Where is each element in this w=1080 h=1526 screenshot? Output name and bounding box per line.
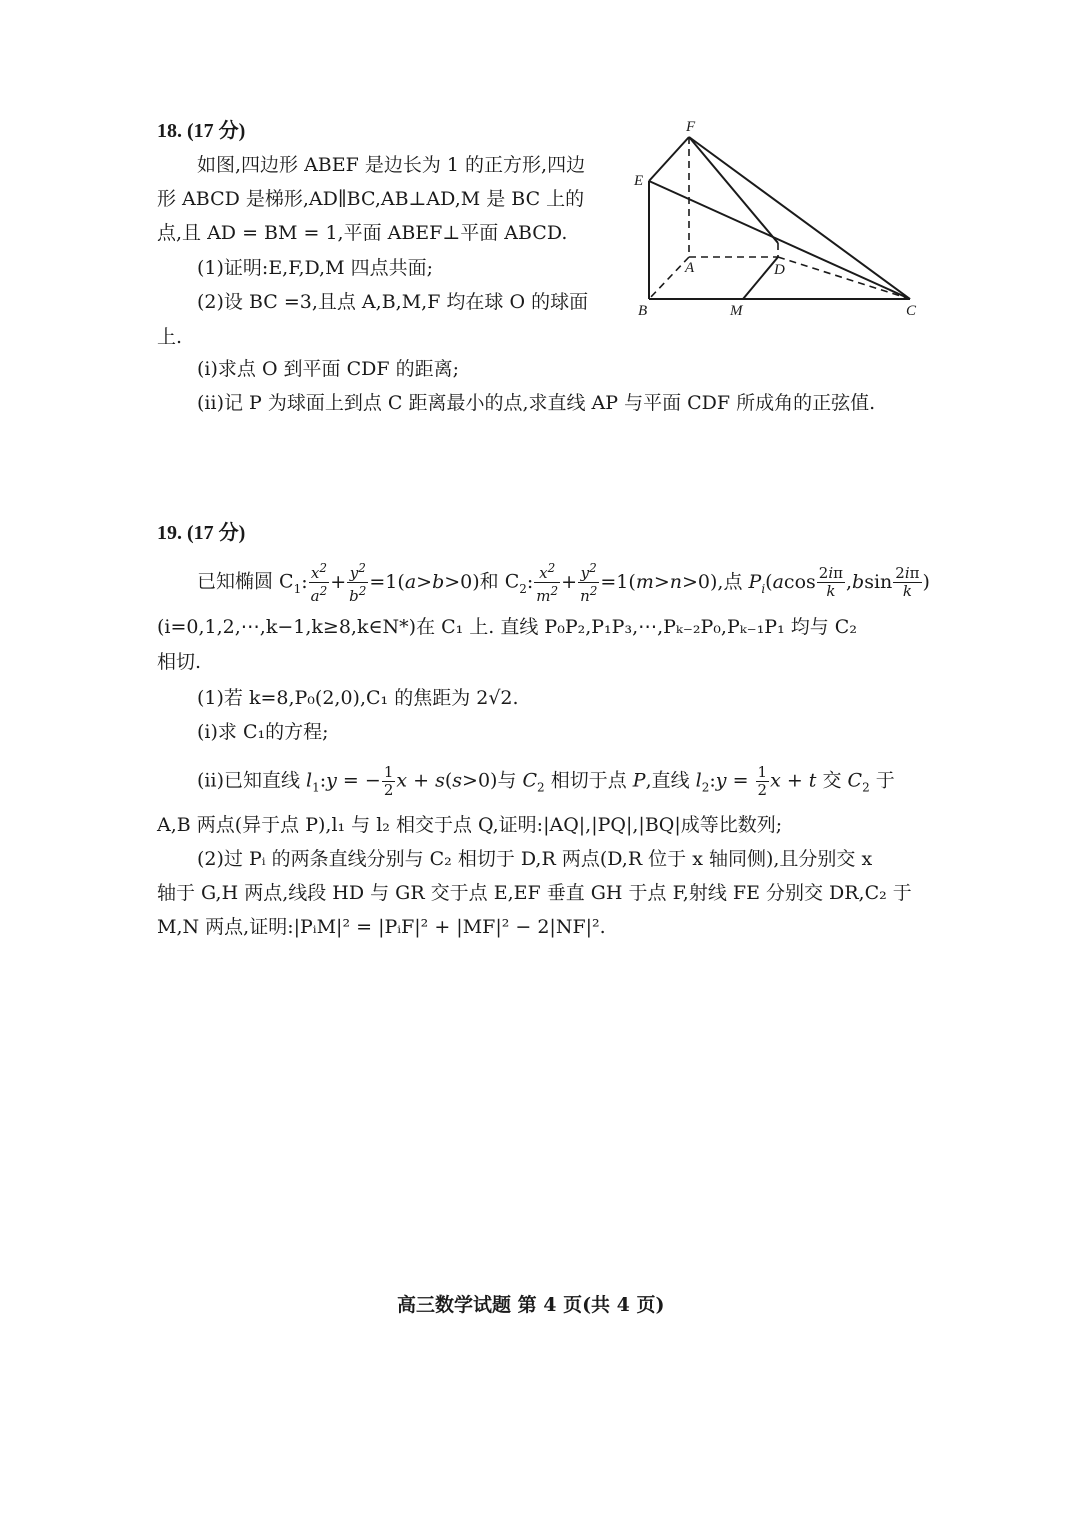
label-F: F (686, 119, 696, 135)
q19-part2-line1: (2)过 Pᵢ 的两条直线分别与 C₂ 相切于 D,R 两点(D,R 位于 x 轴同侧),且分别交 x (197, 848, 873, 870)
edge-AB (649, 257, 689, 299)
q18-intro-line3: 点,且 AD = BM = 1,平面 ABEF⊥平面 ABCD. (157, 222, 568, 244)
edge-DM (743, 257, 778, 299)
q19-line3: 相切. (157, 651, 202, 673)
q18-part2-line2: 上. (157, 326, 183, 348)
q19-and-c2: 和 C (479, 570, 520, 593)
q18-part2-line1: (2)设 BC =3,且点 A,B,M,F 均在球 O 的球面 (197, 291, 589, 313)
edge-FE (649, 137, 689, 181)
q18-part2-i: (ⅰ)求点 O 到平面 CDF 的距离; (197, 358, 459, 380)
q18-number: 18. (17 分) (157, 120, 246, 142)
label-B: B (638, 303, 648, 319)
edge-DC (778, 257, 910, 299)
q18-intro-line2: 形 ABCD 是梯形,AD∥BC,AB⊥AD,M 是 BC 上的 (157, 188, 585, 210)
edge-FC (689, 137, 910, 299)
q19-part1-i: (ⅰ)求 C₁的方程; (197, 721, 329, 743)
label-D: D (774, 262, 785, 278)
q18-intro-line1: 如图,四边形 ABEF 是边长为 1 的正方形,四边 (197, 154, 586, 176)
label-E: E (634, 173, 644, 189)
edge-FD-solid (689, 137, 778, 243)
q19-part1-ii-cont: A,B 两点(异于点 P),l₁ 与 l₂ 相交于点 Q,证明:|AQ|,|PQ|,|BQ|成等比数列; (157, 814, 783, 836)
q19-part2-line3: M,N 两点,证明:|PᵢM|² = |PᵢF|² + |MF|² − 2|NF|². (157, 916, 606, 938)
q19-stem-start: 已知椭圆 C (197, 570, 294, 593)
q19-number: 19. (17 分) (157, 522, 246, 544)
q18-part2-ii: (ⅱ)记 P 为球面上到点 C 距离最小的点,求直线 AP 与平面 CDF 所成角的正弦值. (197, 392, 876, 414)
q19-part2-line2: 轴于 G,H 两点,线段 HD 与 GR 交于点 E,EF 垂直 GH 于点 F,射线 FE 分别交 DR,C₂ 于 (157, 882, 912, 904)
q18-part1: (1)证明:E,F,D,M 四点共面; (197, 257, 433, 279)
q19-part1: (1)若 k=8,P₀(2,0),C₁ 的焦距为 2√2. (197, 687, 519, 709)
page-footer: 高三数学试题 第 4 页(共 4 页) (397, 1294, 665, 1316)
q19-line2: (i=0,1,2,⋯,k−1,k≥8,k∈N*)在 C₁ 上. 直线 P₀P₂,P₁P₃,⋯,Pₖ₋₂P₀,Pₖ₋₁P₁ 均与 C₂ (157, 616, 857, 638)
label-C: C (906, 303, 917, 319)
q19-part1-ii: (ⅱ)已知直线 $l_1:y$ = − $\frac{1}{2}$ x + s(s>0)与 $C_2$ 相切于点 P,直线 $l_2:y$ = $\frac{1}{2}$ x + t 交 $C_2$ 于 (197, 763, 895, 799)
q19-c2-equation: $_2$: $\frac{x^2}{m^2}$ + $\frac{y^2}{n^2}$ =1(m>n>0),点 $P_i(acos$ $\frac{2i\pi}{k}$ ,bsin $\frac{2i\pi}{k}$ ) (519, 561, 930, 605)
label-A: A (685, 260, 695, 276)
q19-c1-equation: $_1$: $\frac{x^2}{a^2}$ + $\frac{y^2}{b^2}$ =1(a>b>0) (293, 561, 480, 605)
edge-EC (649, 181, 910, 299)
label-M: M (730, 303, 743, 319)
q18-geometry-figure (628, 115, 928, 325)
q19-stem-line1 (197, 560, 930, 605)
